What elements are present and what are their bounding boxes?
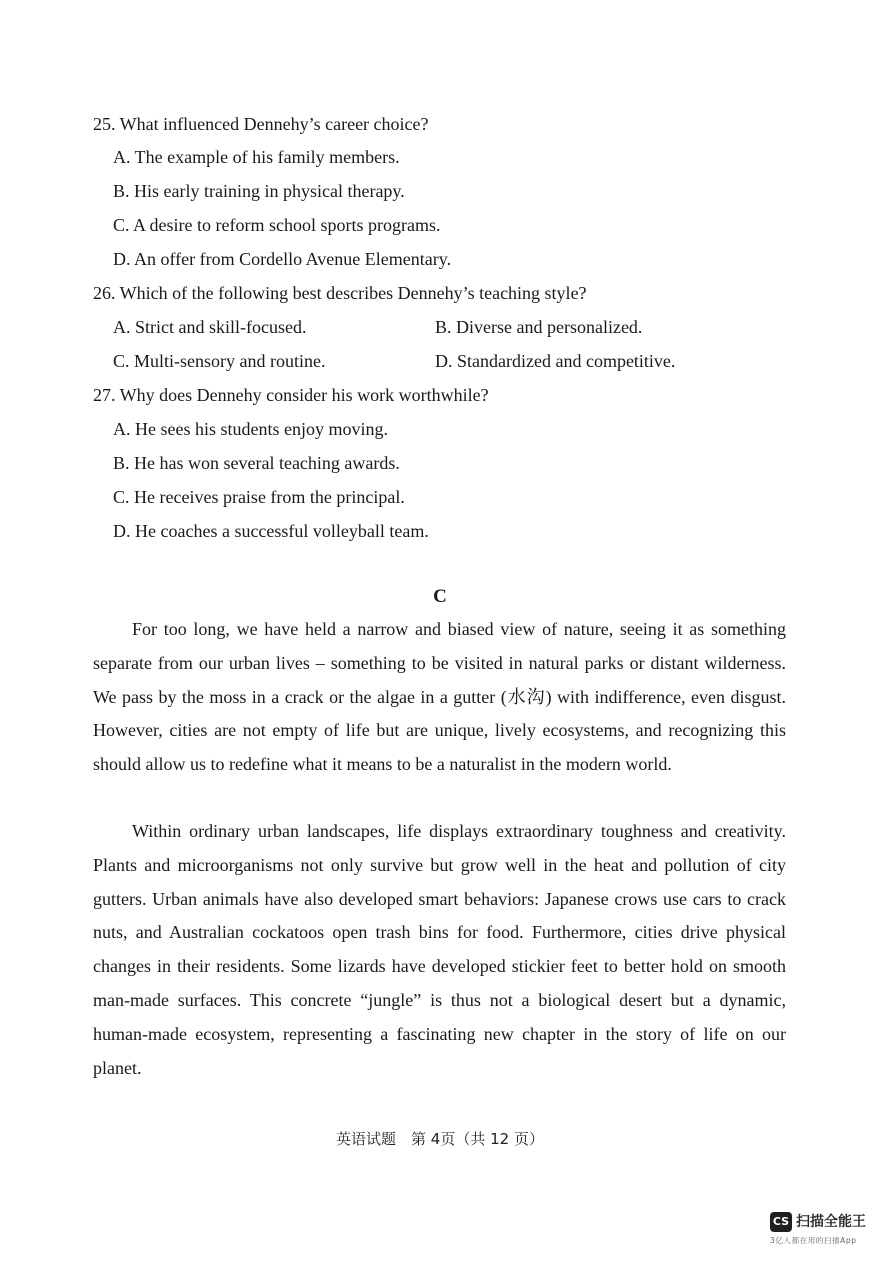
question-27-option-a: A. He sees his students enjoy moving. (113, 419, 388, 439)
question-27-option-b: B. He has won several teaching awards. (113, 453, 400, 473)
question-25-stem: 25. What influenced Dennehy’s career choice? (93, 114, 429, 134)
question-27-stem: 27. Why does Dennehy consider his work worthwhile? (93, 385, 489, 405)
camscanner-logo-icon: CS (770, 1212, 792, 1232)
question-25-option-a: A. The example of his family members. (113, 147, 400, 167)
watermark-app-name: 扫描全能王 (796, 1214, 866, 1230)
question-27-option-d: D. He coaches a successful volleyball team. (113, 521, 429, 541)
passage-paragraph-1: For too long, we have held a narrow and biased view of nature, seeing it as something separate from our urban lives – something to be visited in natural parks or distant wilderness. We pass by the moss in a crack or the algae in a gutter (水沟) with indifference, even disgust. However, cities are not empty of life but are unique, lively ecosystems, and recognizing this should allow us to redefine what it means to be a naturalist in the modern world. (93, 619, 786, 775)
question-26-option-d: D. Standardized and competitive. (435, 351, 676, 371)
question-26-option-c: C. Multi-sensory and routine. (113, 351, 326, 371)
passage-paragraph-2: Within ordinary urban landscapes, life displays extraordinary toughness and creativity. Plants and microorganisms not only survive but grow well in the heat and pollution of city gutters. Urban animals have also developed smart behaviors: Japanese crows use cars to crack nuts, and Australian cockatoos open trash bins for food. Furthermore, cities drive physical changes in their residents. Some lizards have developed stickier feet to better hold on smooth man-made surfaces. This concrete “jungle” is thus not a biological desert but a dynamic, human-made ecosystem, representing a fascinating new chapter in the story of life on our planet. (93, 821, 786, 1078)
question-26-option-b: B. Diverse and personalized. (435, 317, 643, 337)
question-25-option-d: D. An offer from Cordello Avenue Elementary. (113, 249, 452, 269)
page-footer: 英语试题 第 4页（共 12 页） (336, 1130, 544, 1148)
section-heading: C (433, 586, 447, 607)
watermark-subtitle: 3亿人都在用的扫描App (770, 1236, 857, 1245)
question-27-option-c: C. He receives praise from the principal. (113, 487, 405, 507)
question-26-stem: 26. Which of the following best describes Dennehy’s teaching style? (93, 283, 587, 303)
question-26-option-a: A. Strict and skill-focused. (113, 317, 307, 337)
question-25-option-b: B. His early training in physical therapy. (113, 181, 405, 201)
question-25-option-c: C. A desire to reform school sports programs. (113, 215, 441, 235)
scanner-watermark (768, 1211, 878, 1251)
